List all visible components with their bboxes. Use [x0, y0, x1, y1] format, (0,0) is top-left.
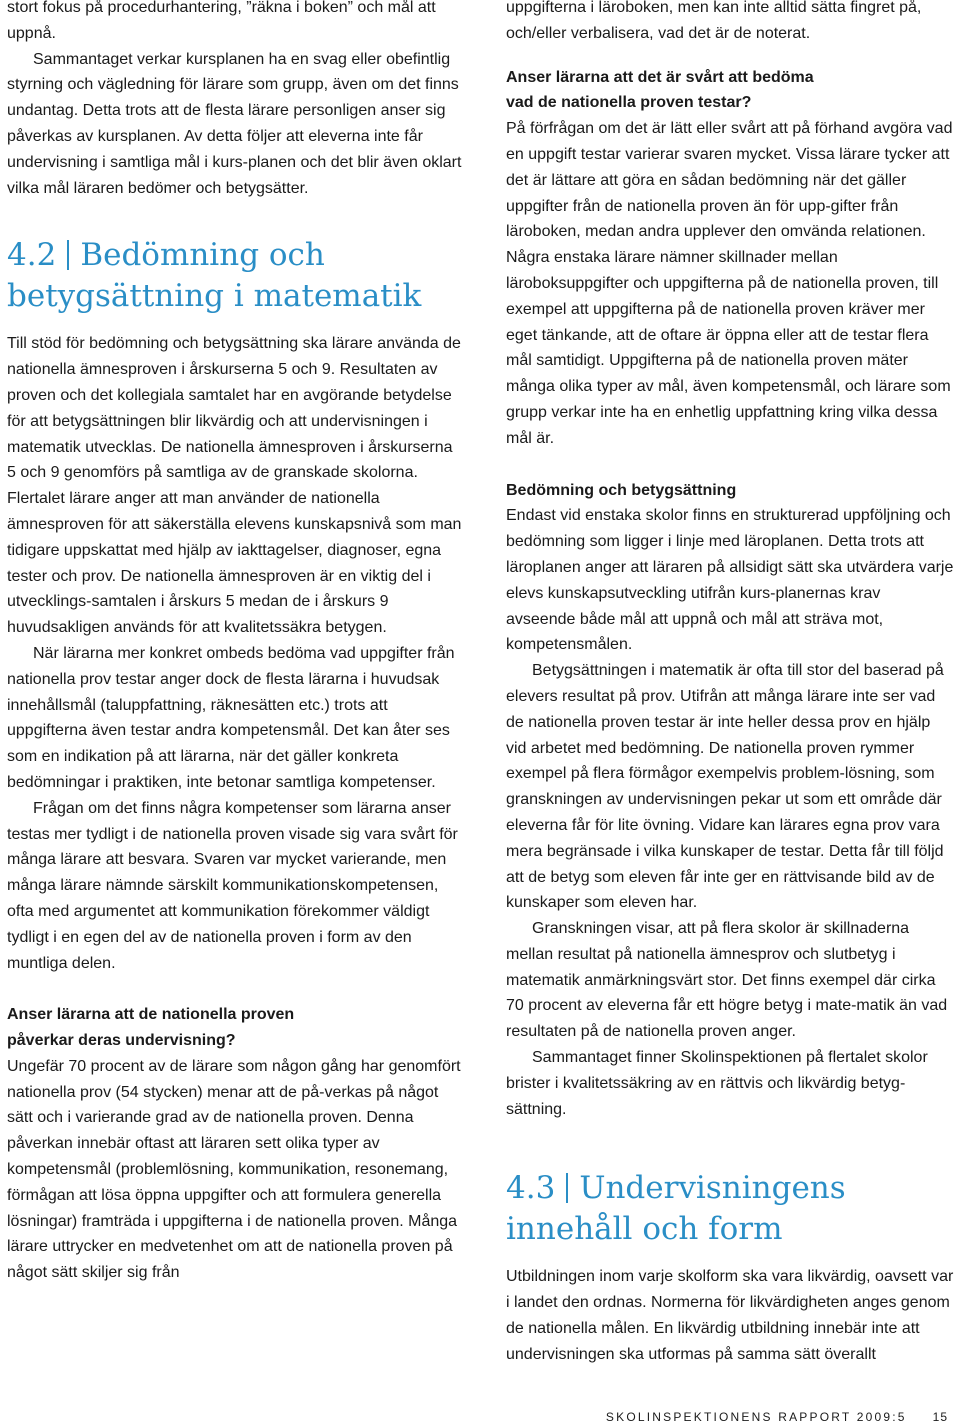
paragraph: stort fokus på procedurhantering, ”räkna i boken” och mål att uppnå.	[7, 0, 436, 42]
paragraph: Betygsättningen i matematik är ofta till stor del baserad på elevers resultat på prov. Utifrån att många lärare inte ser vad de nationella proven testar är inte heller dessa prov en hjälp vid arbetet med bedömning. De nationella proven rymmer exempel på flera förmågor exempelvis problem-lösning, som granskningen av undervisningen pekar ut som ett område där eleverna får för lite övning. Vidare kan lärares egna prov vara mera begränsade i vilka kunskaper de testar. Detta får till följd att de betyg som eleven får inte ger en rättvisande bild av de kunskaper som eleven har.	[506, 662, 944, 912]
paragraph: uppgifterna i läroboken, men kan inte alltid sätta fingret på, och/eller verbalisera, vad det är de noterat.	[506, 0, 922, 42]
paragraph: Sammantaget finner Skolinspektionen på flertalet skolor brister i kvalitetssäkring av en rättvis och likvärdig betyg-sättning.	[506, 1049, 928, 1118]
section-heading-4-2	[7, 235, 465, 317]
paragraph: Utbildningen inom varje skolform ska vara likvärdig, oavsett var i landet den ordnas. Normerna för likvärdigheten anges genom de nationella målen. En likvärdig utbildning innebär inte att undervisningen ska utformas på samma sätt överallt	[506, 1268, 954, 1363]
section-title: Bedömning och betygsättning i matematik	[7, 237, 422, 315]
subheading: Bedömning och betygsättning	[506, 481, 737, 499]
section-divider	[566, 1173, 568, 1203]
paragraph: Sammantaget verkar kursplanen ha en svag eller obefintlig styrning och vägledning för lärare som grupp, även om det finns undantag. Detta trots att de flesta lärare personligen anser sig påverkas av kursplanen. Av detta följer att eleverna inte får undervisning i samtliga mål i kurs-planen och det blir även oklart vilka mål läraren bedömer och betygsätter.	[7, 50, 462, 197]
paragraph: Ungefär 70 procent av de lärare som någon gång har genomfört nationella prov (54 stycken) menar att de på-verkas på något sätt och i varierande grad av de nationella proven. Denna påverkan innebär oftast att läraren sett olika typer av kompetensmål (problemlösning, kommunikation, resonemang, förmågan att lösa öppna uppgifter och att formulera generella lösningar) framträda i uppgifterna i de nationella proven. Många lärare uttrycker en medvetenhet om att de nationella proven på något sätt skiljer sig från	[7, 1057, 461, 1282]
paragraph: När lärarna mer konkret ombeds bedöma vad uppgifter från nationella prov testar anger dock de flesta lärarna i huvudsak innehållsmål (taluppfattning, räknesätten etc.) trots att uppgifterna även testar andra kompetensmål. Det kan åter ses som en indikation på att lärarna, när det gäller konkreta bedömningar i praktiken, inte betonar samtliga kompetenser.	[7, 644, 455, 791]
publication-name: SKOLINSPEKTIONENS RAPPORT 2009:5	[605, 1410, 907, 1424]
page-footer	[606, 1410, 948, 1424]
paragraph: Endast vid enstaka skolor finns en strukturerad uppföljning och bedömning som ligger i linje med läroplanen. Detta trots att läroplanen anger att läraren på allsidigt sätt ska utvärdera varje elevs kunskapsutveckling utifrån kurs-planernas krav avseende både mål att uppnå och mål att sträva mot, kompetensmålen.	[506, 507, 954, 654]
section-divider	[67, 240, 69, 270]
page-number: 15	[932, 1410, 948, 1424]
left-column	[7, 0, 465, 1286]
subheading: Anser lärarna att det är svårt att bedöma vad de nationella proven testar?	[506, 68, 814, 112]
subheading: Anser lärarna att de nationella proven påverkar deras undervisning?	[7, 1006, 295, 1050]
section-title: Undervisningens innehåll och form	[506, 1170, 846, 1248]
paragraph: Granskningen visar, att på flera skolor är skillnaderna mellan resultat på nationella ämnesprov och slutbetyg i matematik anmärkningsvärt stor. Det finns exempel där cirka 70 procent av eleverna får ett högre betyg i mate-matik än vad resultaten på de nationella proven anger.	[506, 920, 948, 1041]
paragraph: På förfrågan om det är lätt eller svårt att på förhand avgöra vad en uppgift testar varierar svaren mycket. Vissa lärare tycker att det är lättare att göra en sådan bedömning när det gäller uppgifter från de nationella proven än för upp-gifter från läroboken, medan andra upplever den omvända relationen. Några enstaka lärare nämner skillnader mellan läroboksuppgifter och uppgifterna på de nationella proven, till exempel att uppgifterna på de nationella proven kräver mer eget tänkande, att de oftare är öppna eller att de testar flera mål samtidigt. Uppgifterna på de nationella proven mäter många olika typer av mål, även kompetensmål, och lärare som grupp verkar inte ha en enhetlig uppfattning kring vilka dessa mål är.	[506, 120, 953, 447]
section-number: 4.3	[506, 1170, 556, 1207]
paragraph: Till stöd för bedömning och betygsättning ska lärare använda de nationella ämnesproven i årskurserna 5 och 9. Resultaten av proven och det kollegiala samtalet har en avgörande betydelse för att betygsättningen blir likvärdig och att undervisningen i matematik utvecklas. De nationella ämnesproven i årskurserna 5 och 9 genomförs på samtliga av de granskade skolorna. Flertalet lärare anger att man använder de nationella ämnesproven för att säkerställa elevens kunskapsnivå som man tidigare uppskattat med hjälp av iakttagelser, diagnoser, egna tester och prov. De nationella ämnesproven är en viktig del i utvecklings-samtalen i årskurs 5 medan de i årskurs 9 huvudsakligen används för att kvalitetssäkra betygen.	[7, 335, 462, 637]
paragraph: Frågan om det finns några kompetenser som lärarna anser testas mer tydligt i de nationella proven visade sig vara svårt för många lärare att besvara. Svaren var mycket varierande, men många lärare nämnde särskilt kommunikationskompetensen, ofta med argumentet att kommunikation förekommer väldigt tydligt i en egen del av de nationella proven i form av den muntliga delen.	[7, 799, 458, 972]
section-heading-4-3	[506, 1168, 954, 1250]
right-column	[506, 0, 954, 1368]
section-number: 4.2	[7, 237, 57, 274]
